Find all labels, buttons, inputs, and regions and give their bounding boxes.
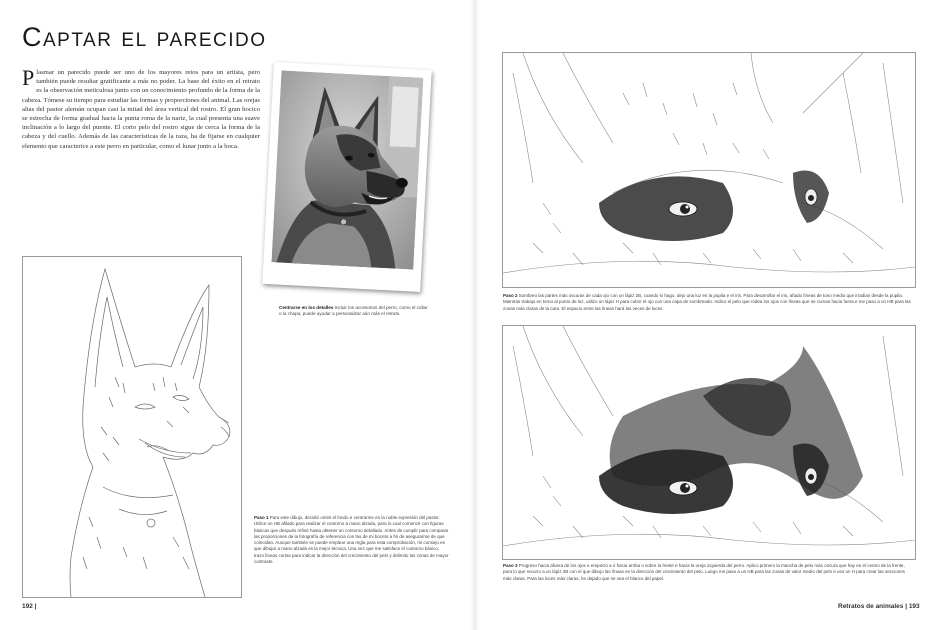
page-title: Captar el parecido	[22, 22, 267, 52]
eye-detail-illustration-step3	[503, 326, 915, 559]
caption-text: Incluir los accesorios del perro, como el collar o la chapa, puede ayudar a personalizar aún más el retrato.	[279, 305, 428, 317]
step1-text	[254, 515, 450, 565]
photo-caption	[279, 305, 429, 318]
dog-outline-illustration	[23, 257, 241, 597]
reference-photo	[262, 62, 431, 292]
intro-paragraph	[22, 65, 260, 151]
step2-text	[503, 293, 913, 312]
page-gutter	[470, 0, 480, 630]
step2-body: Sombreo las partes más oscuras de cada ojo con un lápiz 2B, cuando lo hago, dejo una luz en la pupila e el iris. Para desarrollar el iris, añado líneas de tono medio que irradian desde la pupila. Mientras trabajo en torno al punto de luz, utilizo un lápiz H para cubrir el ojo con una capa de sombreado. Indico el pelo que rodea los ojos con líneas que se curvan hacia fuera e me paso a un HB para las zonas más claras de la cara. El espacio entre las líneas hará las veces de luces.	[503, 293, 911, 311]
page-number-left: 192 |	[22, 603, 37, 610]
step3-drawing	[502, 325, 916, 560]
page-number-right: Retratos de animales | 193	[838, 603, 920, 610]
step1-line-drawing	[22, 256, 242, 598]
step3-text	[503, 563, 913, 582]
step2-label: Paso 2	[503, 293, 518, 298]
step1-label: Paso 1	[254, 515, 269, 520]
caption-heading: Centrarse en los detalles	[279, 305, 334, 310]
step1-body: Para este dibujo, decidió omitir el fondo e centrarme en la noble expresión del pastor. Utilice un HB afilado para realizar el contorno a mano alzada, para lo cual comencé con figuras básicas que después refiné hasta obtener un contorno detallado. Antes de cumplir para comparar las proporciones de la fotografía de referencia con las de mi boceto a fin de asegurarme de que coincidan. Aunque también se puede emplear una regla para esta comprobación, mi consejo es que dibujar a mano alzada es la mejor técnica. Una vez que me satisface el contorno básico, trazo líneas cortas para indicar la dirección del crecimiento del pelo y delimito las zonas de mayor contraste.	[254, 515, 449, 565]
step3-body: Progreso hacia afuera de los ojos e empiezo a ir hacia arriba o sobre la frente e hacia la oreja izquierda del perro. Aplico primero la mancha de pelo más oscura que hay en el centro de la frente, para lo que recurro a un lápiz 2B con el que dibujo las líneas en la dirección del crecimiento del pelo. Luego me paso a un HB para las zonas de valor medio del pelo e uso un H para crear las secciones más claras. Para las luces más claras, he dejado que se vea el blanco del papel.	[503, 563, 905, 581]
step2-drawing	[502, 52, 916, 288]
drop-cap: P	[22, 65, 35, 90]
eye-detail-illustration-step2	[503, 53, 915, 287]
step3-label: Paso 3	[503, 563, 518, 568]
dog-photo-image	[271, 70, 423, 269]
intro-text: lasmar un parecido puede ser uno de los mayores retos para un artista, pero también puede resultar gratificante a más no poder. La base del éxito en el retrato es la observación meticulosa junto con un conocimiento profundo de la forma de la cabeza. Tómese su tiempo para estudiar las formas y proporciones del animal. Las orejas altas del pastor alemán ocupan casi la mitad del área vertical del rostro. El gran hocico se estrecha de forma gradual hacia la punta roma de la nariz, la cual presenta una suave inclinación a lo largo del puente. El corto pelo del rostro sigue de cerca la forma de la cabeza y del cuello. Además de las características de la raza, ha de fijarse en cualquier elemento que caracterice a este perro en particular, como el lunar junto a la boca.	[22, 69, 260, 150]
